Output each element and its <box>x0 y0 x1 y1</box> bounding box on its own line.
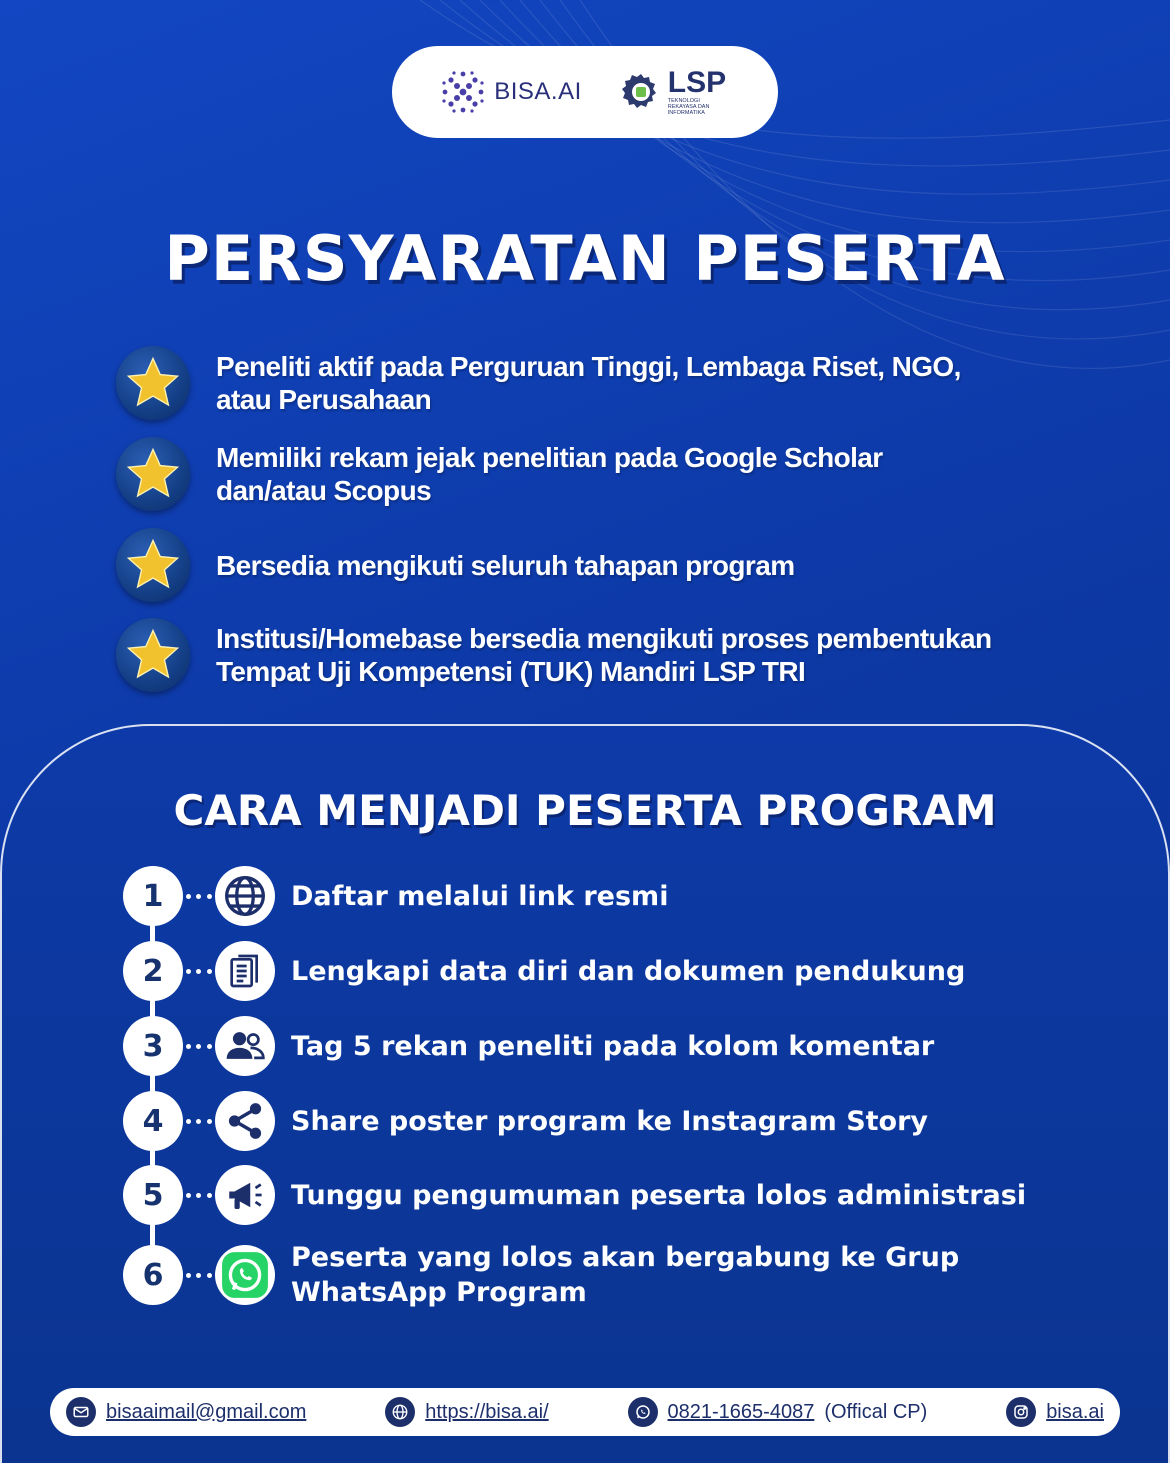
globe-icon <box>385 1397 415 1427</box>
step-text-line: Share poster program ke Instagram Story <box>291 1105 929 1137</box>
step-text-line: Lengkapi data diri dan dokumen pendukung <box>291 955 966 987</box>
step-text-line: Daftar melalui link resmi <box>291 880 669 912</box>
instagram-icon <box>1006 1397 1036 1427</box>
lsp-logo-subtitle: TEKNOLOGI REKAYASA DAN INFORMATIKA <box>667 97 710 117</box>
step-text-line: Tunggu pengumuman peserta lolos administrasi <box>291 1179 1027 1211</box>
step-item-1 <box>123 866 1123 926</box>
step-item-4 <box>123 1091 1123 1151</box>
lsp-gear-logo-icon <box>620 71 662 113</box>
requirement-text-line: Bersedia mengikuti seluruh tahapan program <box>216 549 795 581</box>
connector-dots <box>183 1116 215 1126</box>
requirement-text-line: Memiliki rekam jejak penelitian pada Google Scholar <box>216 442 883 473</box>
footer-phone-link[interactable]: 0821-1665-4087 <box>667 1400 815 1423</box>
star-icon <box>116 437 190 511</box>
step-item-2 <box>123 941 1123 1001</box>
requirement-text-line: Peneliti aktif pada Perguruan Tinggi, Lembaga Riset, NGO, <box>216 351 961 382</box>
footer-email-link[interactable]: bisaaimail@gmail.com <box>106 1400 307 1423</box>
step-item-3 <box>123 1016 1123 1076</box>
step-text-line: Peserta yang lolos akan bergabung ke Grup <box>291 1242 960 1273</box>
footer-email[interactable] <box>66 1397 306 1427</box>
star-icon <box>116 346 190 420</box>
step-text-line: WhatsApp Program <box>291 1277 587 1308</box>
logo-header <box>392 46 778 138</box>
globe-icon <box>215 866 275 926</box>
requirement-text-line: Institusi/Homebase bersedia mengikuti proses pembentukan <box>216 623 992 654</box>
step-number: 6 <box>123 1245 183 1305</box>
requirements-title: PERSYARATAN PESERTA <box>164 222 1006 295</box>
connector-dots <box>183 1270 215 1280</box>
step-number: 5 <box>123 1165 183 1225</box>
step-number: 3 <box>123 1016 183 1076</box>
requirement-item-1 <box>116 346 1076 420</box>
step-text-line: Tag 5 rekan peneliti pada kolom komentar <box>291 1030 935 1062</box>
footer-instagram-link[interactable]: bisa.ai <box>1046 1400 1104 1423</box>
step-number: 1 <box>123 866 183 926</box>
footer-phone-note: (Offical CP) <box>824 1400 928 1423</box>
lsp-logo-title: LSP <box>667 65 727 99</box>
requirement-item-2 <box>116 437 1076 511</box>
requirement-item-3 <box>116 528 1076 602</box>
star-icon <box>116 618 190 692</box>
requirement-item-4 <box>116 618 1076 692</box>
step-item-5 <box>123 1165 1123 1225</box>
bisa-ai-logo-text: BISA.AI <box>494 78 582 105</box>
connector-dots <box>183 1190 215 1200</box>
mail-icon <box>66 1397 96 1427</box>
document-icon <box>215 941 275 1001</box>
requirement-text-line: Tempat Uji Kompetensi (TUK) Mandiri LSP TRI <box>216 656 806 687</box>
star-icon <box>116 528 190 602</box>
step-number: 2 <box>123 941 183 1001</box>
bisa-ai-logo <box>440 69 582 115</box>
footer-website[interactable] <box>385 1397 548 1427</box>
lsp-logo <box>620 65 730 117</box>
bisa-ai-logo-icon <box>440 69 486 115</box>
share-icon <box>215 1091 275 1151</box>
footer-phone[interactable] <box>628 1397 928 1427</box>
megaphone-icon <box>215 1165 275 1225</box>
whatsapp-icon <box>628 1397 658 1427</box>
whatsapp-icon <box>215 1245 275 1305</box>
step-number: 4 <box>123 1091 183 1151</box>
connector-dots <box>183 1041 215 1051</box>
footer-instagram[interactable] <box>1006 1397 1104 1427</box>
users-icon <box>215 1016 275 1076</box>
step-item-6 <box>123 1240 1123 1310</box>
steps-title: CARA MENJADI PESERTA PROGRAM <box>173 786 997 835</box>
requirement-text-line: dan/atau Scopus <box>216 475 432 506</box>
footer-website-link[interactable]: https://bisa.ai/ <box>425 1400 549 1423</box>
connector-dots <box>183 966 215 976</box>
contact-footer <box>50 1388 1120 1436</box>
connector-dots <box>183 891 215 901</box>
requirement-text-line: atau Perusahaan <box>216 384 432 415</box>
